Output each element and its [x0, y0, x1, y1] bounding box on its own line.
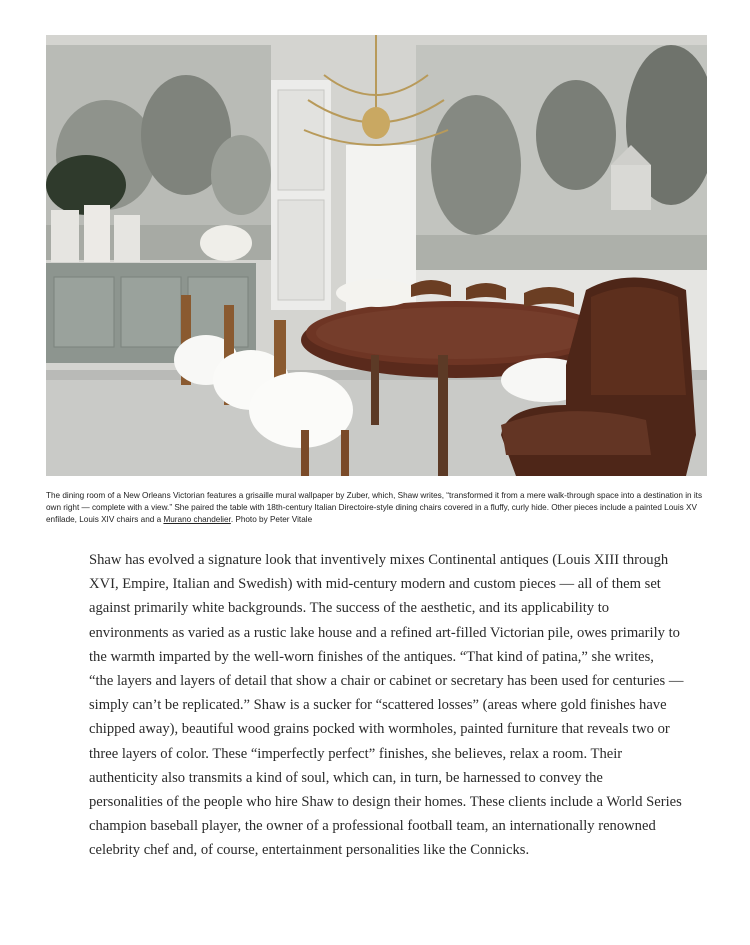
paragraph-line: champion baseball player, the owner of a professional football team, an internationally renowned [89, 818, 656, 835]
paragraph-line: three layers of color. These “imperfectly perfect” finishes, she believes, relax a room. Their [89, 745, 623, 762]
paragraph-line: “the layers and layers of detail that show a chair or cabinet or secretary has been used for centuries — [89, 673, 684, 690]
paragraph-line: environments as varied as a rustic lake house and a refined art-filled Victorian pile, owes primarily to [89, 624, 680, 641]
paragraph-line: against primarily white backgrounds. The success of the aesthetic, and its applicability to [89, 600, 610, 617]
paragraph-line: celebrity chef and, of course, entertainment personalities like the Connicks. [89, 842, 530, 859]
article-paragraph [89, 548, 684, 863]
paragraph-line: authenticity also transmits a kind of soul, which can, in turn, be harnessed to convey the [89, 769, 603, 786]
paragraph-line: simply can’t be replicated.” Shaw is a sucker for “scattered losses” (areas where gold finishes have [89, 697, 667, 714]
caption-credit: . Photo by Peter Vitale [230, 515, 313, 524]
paragraph-line: chipped away), beautiful wood grains pocked with wormholes, painted furniture that reveals two or [89, 721, 670, 738]
dining-room-photo [46, 35, 707, 476]
murano-chandelier-link[interactable]: Murano chandelier [163, 515, 231, 524]
photo-caption [46, 490, 708, 526]
paragraph-line: XVI, Empire, Italian and Swedish) with mid-century modern and custom pieces — all of them set [89, 576, 661, 593]
caption-text: The dining room of a New Orleans Victorian features a grisaille mural wallpaper by Zuber, which, Shaw writes, “transformed it from a mere walk-through space into a destination in its own right — complete with a view.” She paired the table with 18th-century Italian Directoire-style dining chairs covered in a fluffy, curly hide. Other pieces include a painted Louis XV enfilade, Louis XIV chairs and a [46, 491, 703, 524]
paragraph-line: personalities of the people who hire Shaw to design their homes. These clients include a World Series [89, 794, 682, 811]
paragraph-line: Shaw has evolved a signature look that inventively mixes Continental antiques (Louis XIII through [89, 552, 669, 568]
paragraph-line: the warmth imparted by the well-worn finishes of the antiques. “That kind of patina,” she writes, [89, 648, 654, 665]
